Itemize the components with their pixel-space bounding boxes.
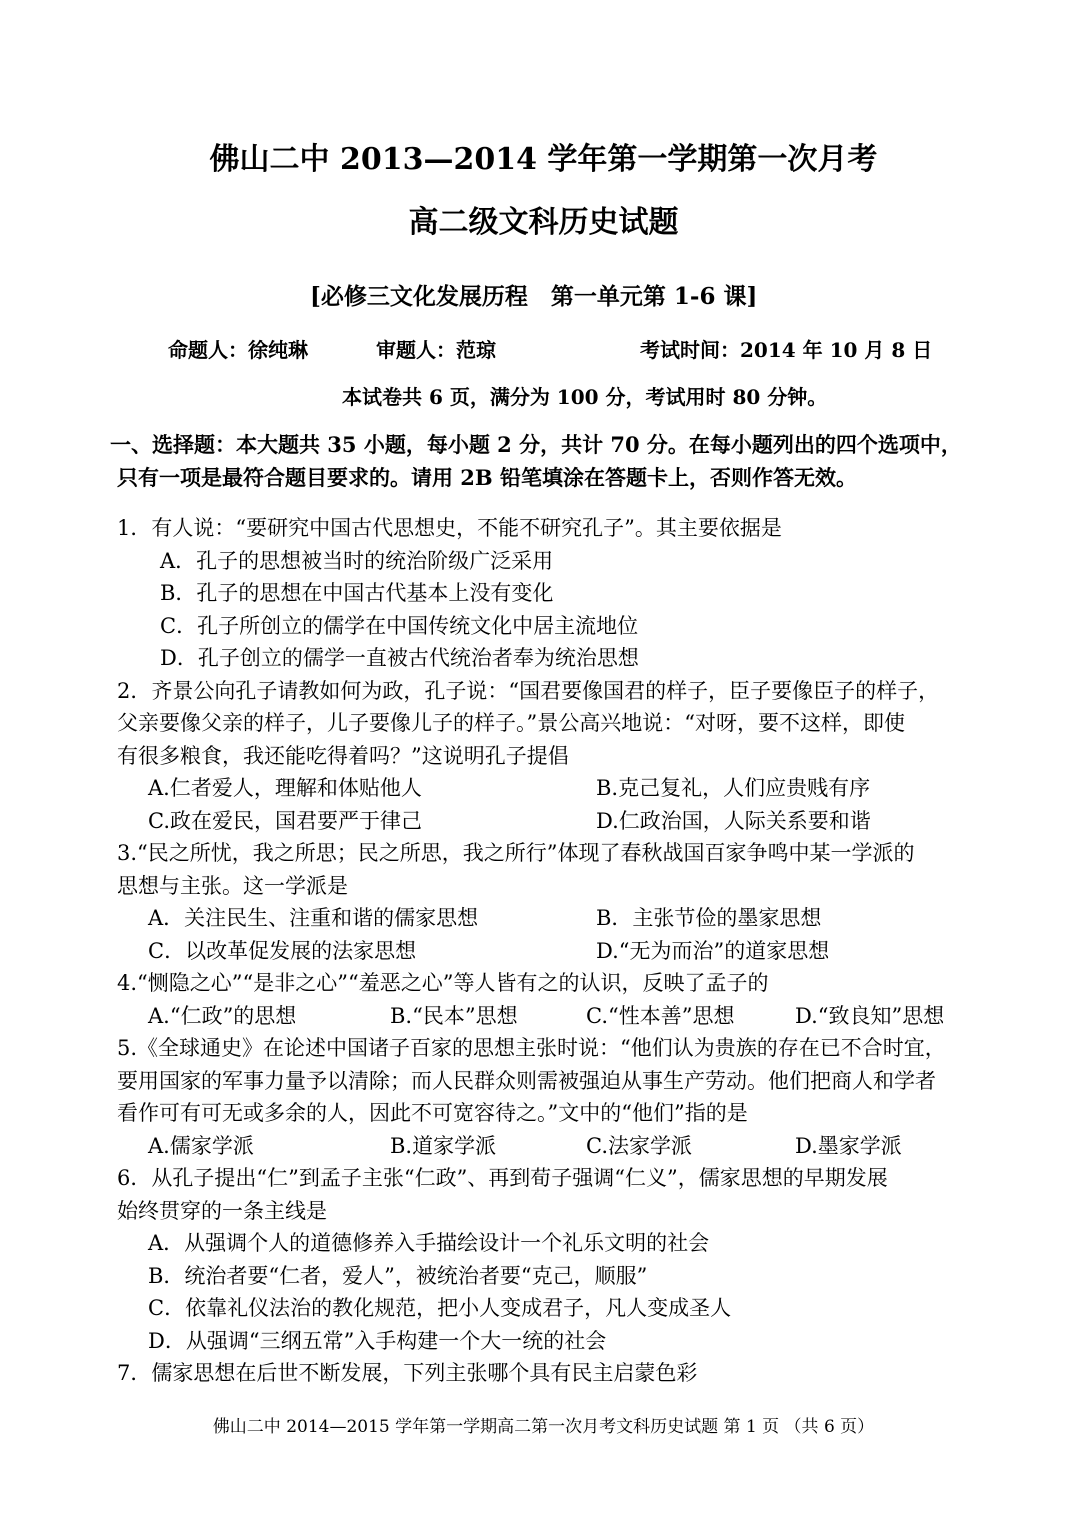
section-instructions-line-1: 一、选择题：本大题共 35 小题，每小题 2 分，共计 70 分。在每小题列出的四个选项中， <box>110 432 962 457</box>
question-3-option-a: A．关注民生、注重和谐的儒家思想 <box>148 906 479 930</box>
question-setter: 命题人：徐纯琳 <box>168 338 308 362</box>
question-5-stem-line-3: 看作可有可无或多余的人，因此不可宽容待之。”文中的“他们”指的是 <box>117 1101 748 1125</box>
question-5-option-c: C.法家学派 <box>586 1134 692 1158</box>
question-1-option-d: D．孔子创立的儒学一直被古代统治者奉为统治思想 <box>160 646 639 670</box>
question-5-option-d: D.墨家学派 <box>795 1134 902 1158</box>
exam-time: 考试时间：2014 年 10 月 8 日 <box>640 338 933 362</box>
question-6-stem-line-1: 6．从孔子提出“仁”到孟子主张“仁政”、再到荀子强调“仁义”，儒家思想的早期发展 <box>117 1166 888 1190</box>
question-5-option-a: A.儒家学派 <box>148 1134 254 1158</box>
question-1-option-a: A．孔子的思想被当时的统治阶级广泛采用 <box>160 549 554 573</box>
question-4-stem: 4.“恻隐之心”“是非之心”“羞恶之心”等人皆有之的认识，反映了孟子的 <box>117 971 769 995</box>
question-5-option-b: B.道家学派 <box>390 1134 497 1158</box>
question-1-option-b: B．孔子的思想在中国古代基本上没有变化 <box>160 581 554 605</box>
question-5-stem-line-1: 5.《全球通史》在论述中国诸子百家的思想主张时说：“他们认为贵族的存在已不合时宜， <box>117 1036 946 1060</box>
question-4-option-d: D.“致良知”思想 <box>795 1004 945 1028</box>
question-3-option-b: B．主张节俭的墨家思想 <box>596 906 822 930</box>
question-7-stem: 7．儒家思想在后世不断发展，下列主张哪个具有民主启蒙色彩 <box>117 1361 698 1385</box>
question-2-stem-line-1: 2．齐景公向孔子请教如何为政，孔子说：“国君要像国君的样子，臣子要像臣子的样子， <box>117 679 940 703</box>
question-6-option-b: B．统治者要“仁者，爱人”，被统治者要“克己，顺服” <box>148 1264 648 1288</box>
question-6-option-d: D．从强调“三纲五常”入手构建一个大一统的社会 <box>148 1329 607 1353</box>
exam-info: 本试卷共 6 页，满分为 100 分，考试用时 80 分钟。 <box>342 385 828 409</box>
question-6-stem-line-2: 始终贯穿的一条主线是 <box>117 1199 327 1223</box>
question-2-stem-line-2: 父亲要像父亲的样子，儿子要像儿子的样子。”景公高兴地说：“对呀，要不这样，即使 <box>117 711 905 735</box>
question-2-stem-line-3: 有很多粮食，我还能吃得着吗？”这说明孔子提倡 <box>117 744 569 768</box>
question-5-stem-line-2: 要用国家的军事力量予以清除；而人民群众则需被强迫从事生产劳动。他们把商人和学者 <box>117 1069 936 1093</box>
page-footer: 佛山二中 2014—2015 学年第一学期高二第一次月考文科历史试题 第 1 页 （共 6 页） <box>212 1417 875 1437</box>
question-2-option-a: A.仁者爱人，理解和体贴他人 <box>148 776 422 800</box>
exam-scope: [必修三文化发展历程 第一单元第 1-6 课] <box>310 283 758 310</box>
question-2-option-c: C.政在爱民，国君要严于律己 <box>148 809 422 833</box>
question-3-option-d: D.“无为而治”的道家思想 <box>596 939 830 963</box>
question-3-stem-line-2: 思想与主张。这一学派是 <box>117 874 348 898</box>
question-3-stem-line-1: 3.“民之所忧，我之所思；民之所思，我之所行”体现了春秋战国百家争鸣中某一学派的 <box>117 841 915 865</box>
question-6-option-a: A．从强调个人的道德修养入手描绘设计一个礼乐文明的社会 <box>148 1231 710 1255</box>
exam-title: 佛山二中 2013—2014 学年第一学期第一次月考 <box>209 142 878 177</box>
question-2-option-b: B.克己复礼，人们应贵贱有序 <box>596 776 871 800</box>
question-2-option-d: D.仁政治国，人际关系要和谐 <box>596 809 871 833</box>
question-4-option-b: B.“民本”思想 <box>390 1004 518 1028</box>
section-instructions-line-2: 只有一项是最符合题目要求的。请用 2B 铅笔填涂在答题卡上，否则作答无效。 <box>117 465 857 490</box>
exam-subtitle: 高二级文科历史试题 <box>408 205 679 240</box>
question-1-stem: 1．有人说：“要研究中国古代思想史，不能不研究孔子”。其主要依据是 <box>117 516 782 540</box>
question-1-option-c: C．孔子所创立的儒学在中国传统文化中居主流地位 <box>160 614 639 638</box>
question-4-option-c: C.“性本善”思想 <box>586 1004 735 1028</box>
question-6-option-c: C．依靠礼仪法治的教化规范，把小人变成君子，凡人变成圣人 <box>148 1296 732 1320</box>
question-4-option-a: A.“仁政”的思想 <box>148 1004 297 1028</box>
question-reviewer: 审题人：范琼 <box>376 338 496 362</box>
question-3-option-c: C．以改革促发展的法家思想 <box>148 939 417 963</box>
